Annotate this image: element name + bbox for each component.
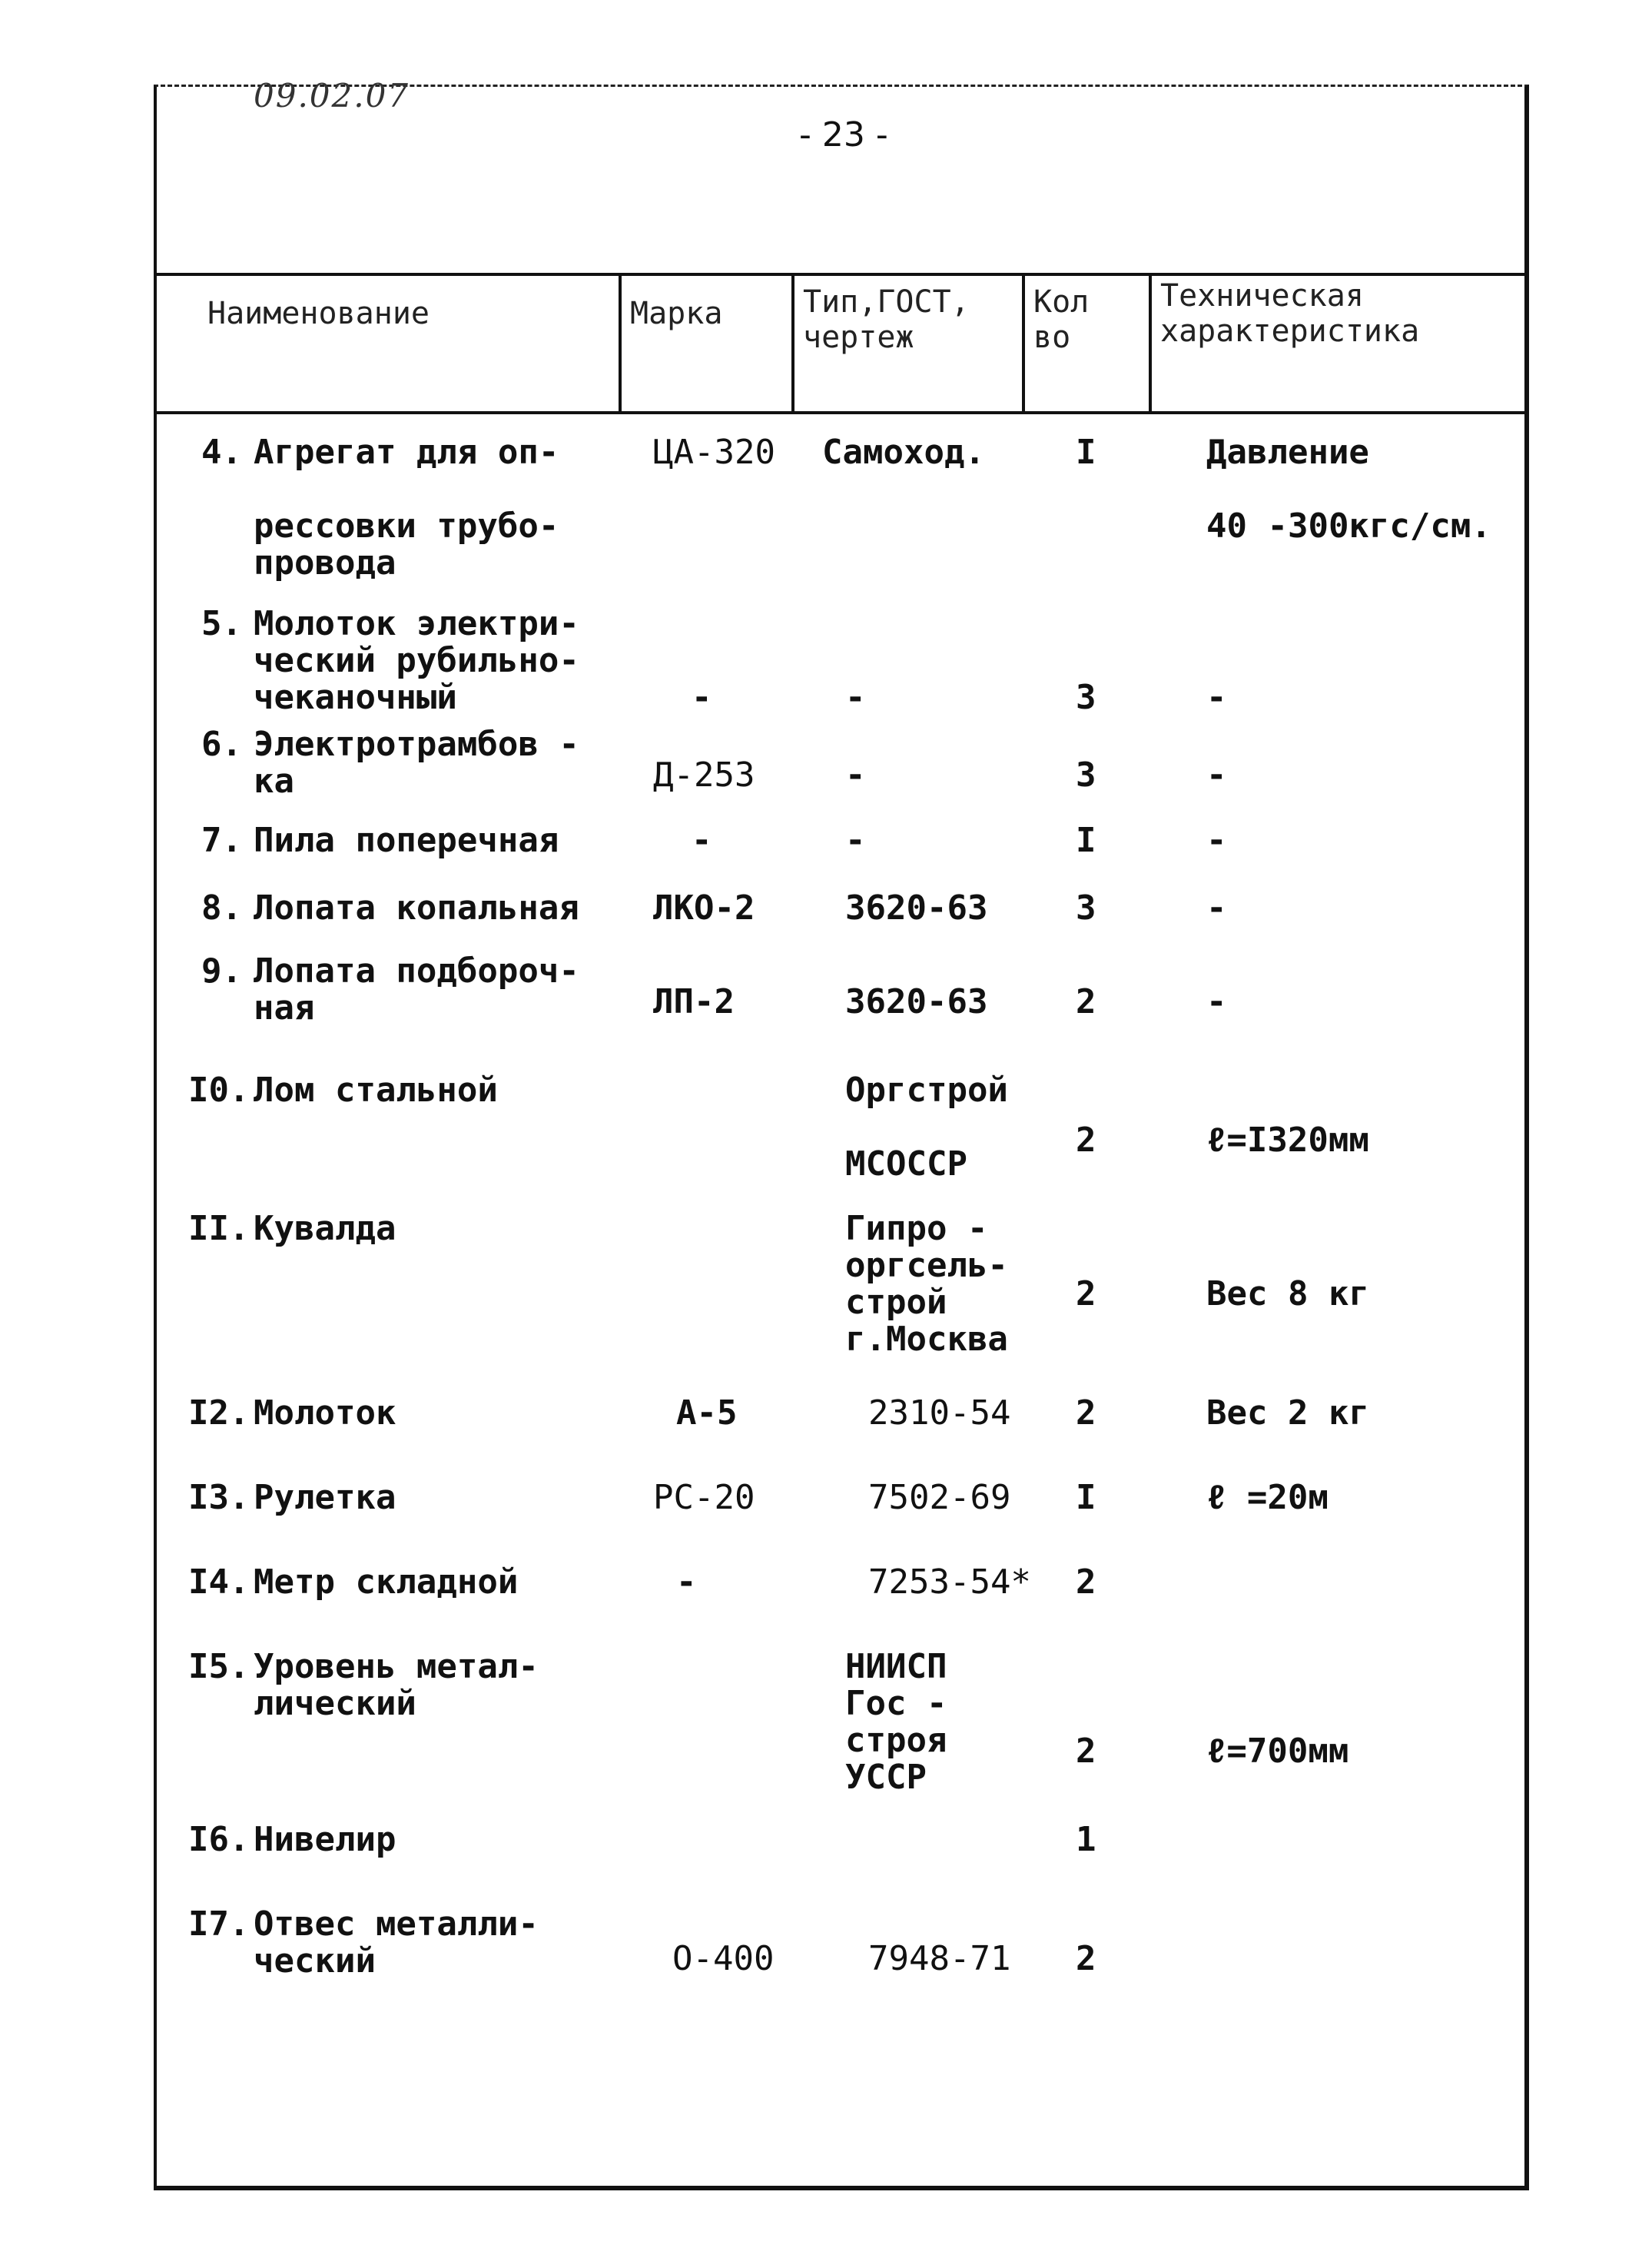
document-stamp: 09.02.07 [254, 77, 410, 115]
row-number: I5. [188, 1647, 250, 1686]
row-name: Метр складной [254, 1562, 519, 1602]
row-qty: 3 [1076, 678, 1096, 717]
row-qty: 2 [1076, 982, 1096, 1021]
row-number: 8. [201, 888, 242, 928]
row-tech: - [1206, 755, 1227, 795]
row-type: 3620-63 [845, 982, 988, 1021]
row-tech: ℓ=700мм [1206, 1732, 1349, 1771]
row-type: 7253-54* [868, 1562, 1031, 1602]
row-mark: А-5 [676, 1393, 738, 1433]
row-number: I2. [188, 1393, 250, 1433]
row-type: - [845, 821, 866, 860]
row-tech: Давление 40 -300кгс/см. [1206, 433, 1491, 546]
row-name: Молоток электри- ческий рубильно- чеканочный [254, 604, 579, 717]
table-header-top-rule [154, 273, 1529, 276]
row-tech: Вес 2 кг [1206, 1393, 1369, 1433]
row-number: II. [188, 1209, 250, 1248]
column-header-type: Тип,ГОСТ, чертеж [803, 284, 970, 355]
column-divider [791, 273, 794, 411]
row-name: Пила поперечная [254, 821, 559, 860]
row-type: 7948-71 [868, 1939, 1011, 1978]
row-name: Агрегат для оп- рессовки трубо- провода [254, 433, 559, 583]
row-name: Электротрамбов - ка [254, 725, 579, 801]
row-mark: - [676, 1562, 697, 1602]
row-qty: 2 [1076, 1274, 1096, 1313]
row-number: I4. [188, 1562, 250, 1602]
page-number: - 23 - [799, 115, 888, 154]
row-qty: 2 [1076, 1121, 1096, 1160]
row-mark: О-400 [672, 1939, 775, 1978]
row-name: Рулетка [254, 1478, 396, 1517]
row-mark: ЛП-2 [653, 982, 735, 1021]
row-name: Уровень метал- лический [254, 1647, 539, 1723]
row-name: Отвес металли- ческий [254, 1904, 539, 1981]
row-number: 6. [201, 725, 242, 764]
row-type: - [845, 755, 866, 795]
row-type: - [845, 678, 866, 717]
row-mark: - [692, 678, 712, 717]
row-tech: ℓ=I320мм [1206, 1121, 1369, 1160]
column-header-qty: Кол во [1033, 284, 1090, 355]
row-qty: I [1076, 433, 1096, 472]
row-qty: I [1076, 1478, 1096, 1517]
row-name: Лом стальной [254, 1071, 498, 1110]
column-divider [1022, 273, 1025, 411]
row-type: Оргстрой МСОССР [845, 1071, 1008, 1184]
row-type: 7502-69 [868, 1478, 1011, 1517]
row-tech: ℓ =20м [1206, 1478, 1329, 1517]
column-header-mark: Марка [630, 296, 723, 331]
row-tech: Вес 8 кг [1206, 1274, 1369, 1313]
row-number: 9. [201, 951, 242, 991]
row-type: 3620-63 [845, 888, 988, 928]
row-qty: 2 [1076, 1393, 1096, 1433]
row-qty: 3 [1076, 888, 1096, 928]
row-type: Гипро - оргсель- строй г.Москва [845, 1209, 1008, 1359]
row-number: I3. [188, 1478, 250, 1517]
column-divider [619, 273, 622, 411]
row-name: Лопата подбороч- ная [254, 951, 579, 1028]
row-qty: 2 [1076, 1939, 1096, 1978]
column-header-name: Наименование [207, 296, 430, 331]
row-number: I6. [188, 1820, 250, 1859]
row-number: I7. [188, 1904, 250, 1944]
row-name: Кувалда [254, 1209, 396, 1248]
row-tech: - [1206, 982, 1227, 1021]
row-mark: Д-253 [653, 755, 755, 795]
row-mark: ЛКО-2 [653, 888, 755, 928]
row-name: Молоток [254, 1393, 396, 1433]
row-type: Самоход. [822, 433, 985, 472]
column-header-tech: Техническая характеристика [1160, 278, 1420, 349]
row-type: 2310-54 [868, 1393, 1011, 1433]
row-qty: 2 [1076, 1732, 1096, 1771]
row-name: Нивелир [254, 1820, 396, 1859]
row-number: 5. [201, 604, 242, 643]
row-mark: ЦА-320 [653, 433, 775, 472]
row-qty: 1 [1076, 1820, 1096, 1859]
row-qty: I [1076, 821, 1096, 860]
table-header-bottom-rule [154, 411, 1529, 414]
row-mark: - [692, 821, 712, 860]
row-number: 4. [201, 433, 242, 472]
row-tech: - [1206, 888, 1227, 928]
row-tech: - [1206, 821, 1227, 860]
row-name: Лопата копальная [254, 888, 579, 928]
row-number: 7. [201, 821, 242, 860]
row-qty: 3 [1076, 755, 1096, 795]
row-type: НИИСП Гос - строя УССР [845, 1647, 947, 1797]
row-qty: 2 [1076, 1562, 1096, 1602]
column-divider [1149, 273, 1152, 411]
row-number: I0. [188, 1071, 250, 1110]
row-mark: РС-20 [653, 1478, 755, 1517]
row-tech: - [1206, 678, 1227, 717]
